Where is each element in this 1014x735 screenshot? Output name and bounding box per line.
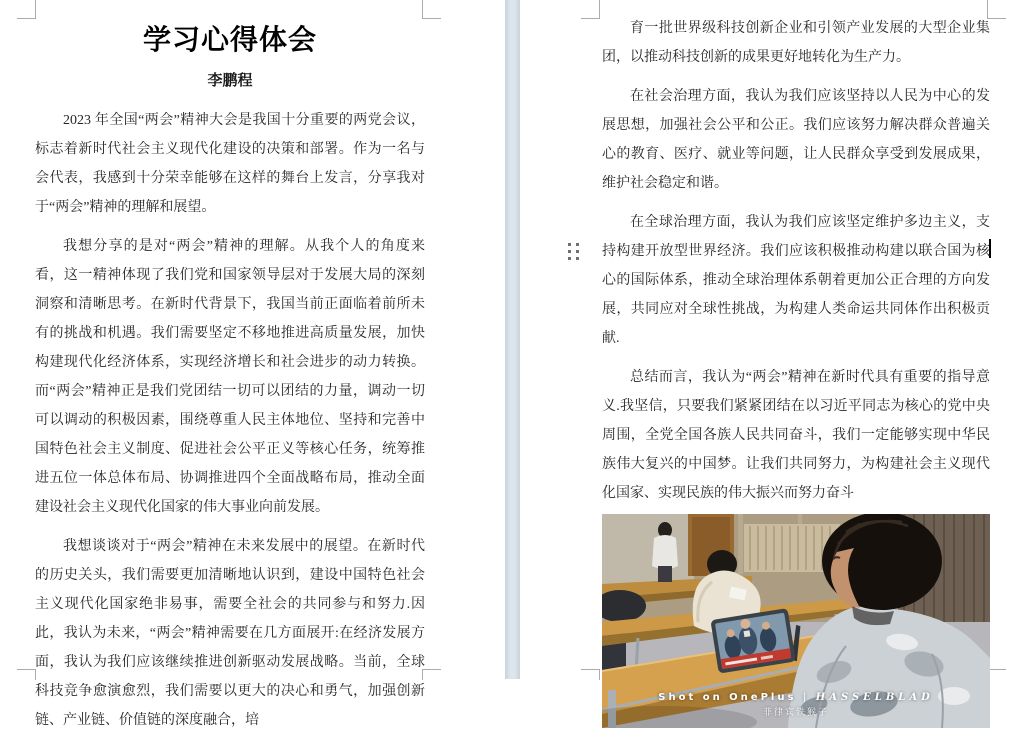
paragraph[interactable]: 总结而言，我认为“两会”精神在新时代具有重要的指导意义.我坚信，只要我们紧紧团结在以习近平同志为核心的党中央周围，全党全国各族人民共同奋斗，我们一定能够实现中华民族伟大复兴的中国梦。让我们共同努力，为构建社会主义现代化国家、实现民族的伟大振兴而努力奋斗 — [602, 370, 990, 501]
photo-watermark — [602, 692, 990, 718]
document-author[interactable]: 李鹏程 — [207, 73, 253, 89]
margin-crop-mark-bottom-left — [17, 669, 36, 680]
margin-crop-mark-top-right — [422, 0, 441, 19]
paragraph[interactable]: 我想分享的是对“两会”精神的理解。从我个人的角度来看，这一精神体现了我们党和国家领导层对于发展大局的深刻洞察和清晰思考。在新时代背景下，我国当前正面临着前所未有的挑战和机遇。我们需要坚定不移地推进高质量发展，加快构建现代化经济体系，实现经济增长和社会进步的动力转换。而“两会”精神正是我们党团结一切可以团结的力量，调动一切可以调动的积极因素，围绕尊重人民主体地位、坚持和完善中国特色社会主义制度、促进社会公平正义等核心任务，统筹推进五位一体总体布局、协调推进四个全面战略布局，推动全面建设社会主义现代化国家的伟大事业向前发展。 — [35, 239, 425, 515]
page-2[interactable] — [520, 0, 1014, 717]
page-2-text-area[interactable] — [602, 14, 990, 728]
margin-crop-mark-bottom-left — [581, 669, 600, 680]
paragraph[interactable]: 育一批世界级科技创新企业和引领产业发展的大型企业集团，以推动科技创新的成果更好地转化为生产力。 — [602, 21, 990, 65]
watermark-partner: HASSELBLAD — [815, 692, 934, 703]
page-1[interactable] — [0, 0, 505, 728]
paragraph[interactable]: 在社会治理方面，我认为我们应该坚持以人民为中心的发展思想，加强社会公平和公正。我们应该努力解决群众普遍关心的教育、医疗、就业等问题，让人民群众享受到发展成果，维护社会稳定和谐。 — [602, 89, 990, 191]
paragraph[interactable]: 我想谈谈对于“两会”精神在未来发展中的展望。在新时代的历史关头，我们需要更加清晰地认识到，建设中国特色社会主义现代化国家绝非易事，需要全社会的共同参与和努力.因此，我认为未来，“两会”精神需要在几方面展开:在经济发展方面，我认为我们应该继续推进创新驱动发展战略。当前，全球科技竞争愈演愈烈，我们需要以更大的决心和勇气，加强创新链、产业链、价值链的深度融合，培 — [35, 539, 425, 728]
paragraph[interactable]: 在全球治理方面，我认为我们应该坚定维护多边主义，支持构建开放型世界经济。我们应该积极推动构建以联合国为核心的国际体系，推动全球治理体系朝着更加公正合理的方向发展，共同应对全球性挑战，为构建人类命运共同体作出积极贡献. — [602, 215, 990, 346]
page-1-text-area[interactable] — [35, 18, 425, 735]
margin-crop-mark-top-left — [581, 0, 600, 19]
margin-crop-mark-top-left — [17, 0, 36, 19]
watermark-divider: | — [802, 692, 810, 703]
classroom-photo[interactable] — [602, 514, 990, 728]
page-gap — [505, 0, 520, 679]
watermark-caption: 菲律宾铁猴子 — [762, 707, 829, 717]
paragraph-drag-handle-icon[interactable] — [568, 243, 579, 260]
paragraph[interactable]: 2023 年全国“两会”精神大会是我国十分重要的两党会议，标志着新时代社会主义现代化建设的决策和部署。作为一名与会代表，我感到十分荣幸能够在这样的舞台上发言，分享我对于“两会”精神的理解和展望。 — [35, 113, 425, 215]
watermark-brand: Shot on OnePlus — [658, 692, 797, 703]
document-title[interactable]: 学习心得体会 — [142, 23, 317, 56]
